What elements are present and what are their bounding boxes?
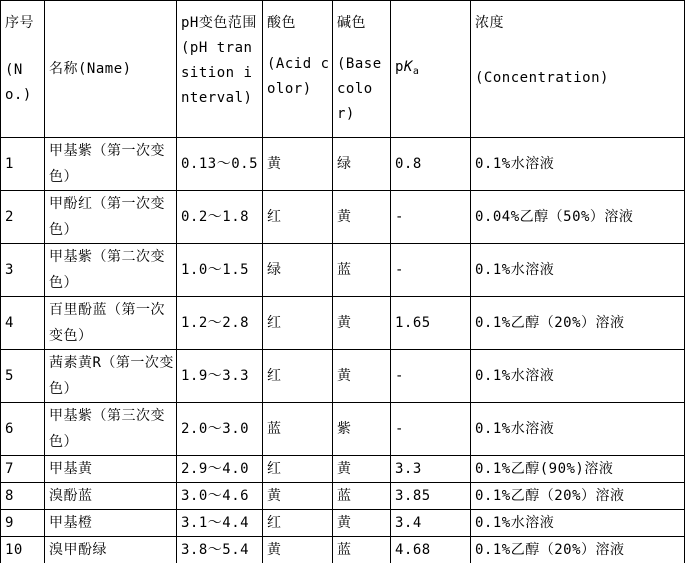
header-conc-zh: 浓度 bbox=[475, 15, 504, 31]
table-row bbox=[1, 297, 685, 350]
table-row bbox=[1, 483, 685, 510]
cell-base: 蓝 bbox=[333, 244, 391, 297]
cell-pka: 0.8 bbox=[391, 138, 471, 191]
header-pka-p: p bbox=[395, 58, 404, 75]
cell-no: 6 bbox=[1, 403, 45, 456]
cell-range: 3.0～4.6 bbox=[177, 483, 263, 510]
cell-base: 紫 bbox=[333, 403, 391, 456]
cell-no: 5 bbox=[1, 350, 45, 403]
cell-acid: 黄 bbox=[263, 537, 333, 564]
header-no-en: (No.) bbox=[5, 62, 32, 103]
header-conc bbox=[471, 1, 685, 138]
header-range-zh: pH变色范围 bbox=[181, 15, 257, 31]
cell-acid: 黄 bbox=[263, 138, 333, 191]
header-acid-zh: 酸色 bbox=[267, 15, 296, 31]
table-row bbox=[1, 537, 685, 564]
table-row bbox=[1, 456, 685, 483]
cell-range: 0.2～1.8 bbox=[177, 191, 263, 244]
table-row bbox=[1, 403, 685, 456]
cell-name: 溴甲酚绿 bbox=[45, 537, 177, 564]
cell-name: 百里酚蓝（第一次变色） bbox=[45, 297, 177, 350]
cell-base: 黄 bbox=[333, 456, 391, 483]
header-base-en: (Base color) bbox=[337, 56, 382, 122]
table-row bbox=[1, 510, 685, 537]
cell-acid: 红 bbox=[263, 191, 333, 244]
cell-base: 黄 bbox=[333, 297, 391, 350]
cell-acid: 绿 bbox=[263, 244, 333, 297]
cell-range: 1.0～1.5 bbox=[177, 244, 263, 297]
cell-name: 茜素黄R（第一次变色） bbox=[45, 350, 177, 403]
cell-no: 10 bbox=[1, 537, 45, 564]
cell-no: 3 bbox=[1, 244, 45, 297]
cell-range: 3.1～4.4 bbox=[177, 510, 263, 537]
cell-no: 1 bbox=[1, 138, 45, 191]
cell-pka: 1.65 bbox=[391, 297, 471, 350]
cell-name: 甲基橙 bbox=[45, 510, 177, 537]
cell-name: 甲基黄 bbox=[45, 456, 177, 483]
cell-pka: 3.85 bbox=[391, 483, 471, 510]
cell-pka: 4.68 bbox=[391, 537, 471, 564]
cell-acid: 红 bbox=[263, 456, 333, 483]
cell-range: 1.2～2.8 bbox=[177, 297, 263, 350]
header-no bbox=[1, 1, 45, 138]
header-pka-k: K bbox=[403, 58, 413, 75]
cell-acid: 红 bbox=[263, 350, 333, 403]
cell-range: 1.9～3.3 bbox=[177, 350, 263, 403]
cell-base: 黄 bbox=[333, 510, 391, 537]
header-acid-en: (Acid color) bbox=[267, 56, 330, 97]
cell-range: 3.8～5.4 bbox=[177, 537, 263, 564]
cell-conc: 0.1%水溶液 bbox=[471, 244, 685, 297]
cell-name: 甲基紫（第二次变色） bbox=[45, 244, 177, 297]
header-conc-en: (Concentration) bbox=[475, 70, 609, 86]
cell-conc: 0.1%水溶液 bbox=[471, 403, 685, 456]
cell-no: 4 bbox=[1, 297, 45, 350]
cell-conc: 0.1%乙醇（20%）溶液 bbox=[471, 297, 685, 350]
table-row bbox=[1, 191, 685, 244]
header-no-zh: 序号 bbox=[5, 15, 34, 31]
header-name bbox=[45, 1, 177, 138]
cell-base: 绿 bbox=[333, 138, 391, 191]
cell-conc: 0.1%水溶液 bbox=[471, 350, 685, 403]
cell-base: 黄 bbox=[333, 191, 391, 244]
cell-conc: 0.1%水溶液 bbox=[471, 138, 685, 191]
cell-pka: - bbox=[391, 244, 471, 297]
cell-conc: 0.1%乙醇(90%)溶液 bbox=[471, 456, 685, 483]
cell-acid: 黄 bbox=[263, 483, 333, 510]
cell-conc: 0.1%乙醇（20%）溶液 bbox=[471, 537, 685, 564]
cell-acid: 红 bbox=[263, 510, 333, 537]
cell-pka: - bbox=[391, 191, 471, 244]
cell-no: 7 bbox=[1, 456, 45, 483]
header-range bbox=[177, 1, 263, 138]
cell-range: 2.9～4.0 bbox=[177, 456, 263, 483]
cell-range: 2.0～3.0 bbox=[177, 403, 263, 456]
cell-conc: 0.1%水溶液 bbox=[471, 510, 685, 537]
cell-pka: 3.3 bbox=[391, 456, 471, 483]
cell-base: 蓝 bbox=[333, 483, 391, 510]
cell-base: 蓝 bbox=[333, 537, 391, 564]
header-base-zh: 碱色 bbox=[337, 15, 366, 31]
table-row bbox=[1, 138, 685, 191]
header-range-en: (pH transition interval) bbox=[181, 40, 253, 106]
header-row bbox=[1, 1, 685, 138]
cell-name: 甲基紫（第一次变色） bbox=[45, 138, 177, 191]
cell-acid: 蓝 bbox=[263, 403, 333, 456]
cell-no: 2 bbox=[1, 191, 45, 244]
cell-range: 0.13～0.5 bbox=[177, 138, 263, 191]
header-pka bbox=[391, 1, 471, 138]
cell-conc: 0.04%乙醇（50%）溶液 bbox=[471, 191, 685, 244]
cell-acid: 红 bbox=[263, 297, 333, 350]
header-acid bbox=[263, 1, 333, 138]
header-pka-sub: a bbox=[412, 65, 420, 77]
cell-base: 黄 bbox=[333, 350, 391, 403]
cell-pka: - bbox=[391, 403, 471, 456]
cell-pka: 3.4 bbox=[391, 510, 471, 537]
cell-name: 甲基紫（第三次变色） bbox=[45, 403, 177, 456]
table-row bbox=[1, 350, 685, 403]
header-base bbox=[333, 1, 391, 138]
cell-no: 9 bbox=[1, 510, 45, 537]
cell-pka: - bbox=[391, 350, 471, 403]
cell-name: 溴酚蓝 bbox=[45, 483, 177, 510]
cell-no: 8 bbox=[1, 483, 45, 510]
table-row bbox=[1, 244, 685, 297]
header-name-text: 名称(Name) bbox=[49, 60, 132, 77]
cell-name: 甲酚红（第一次变色） bbox=[45, 191, 177, 244]
cell-conc: 0.1%乙醇（20%）溶液 bbox=[471, 483, 685, 510]
